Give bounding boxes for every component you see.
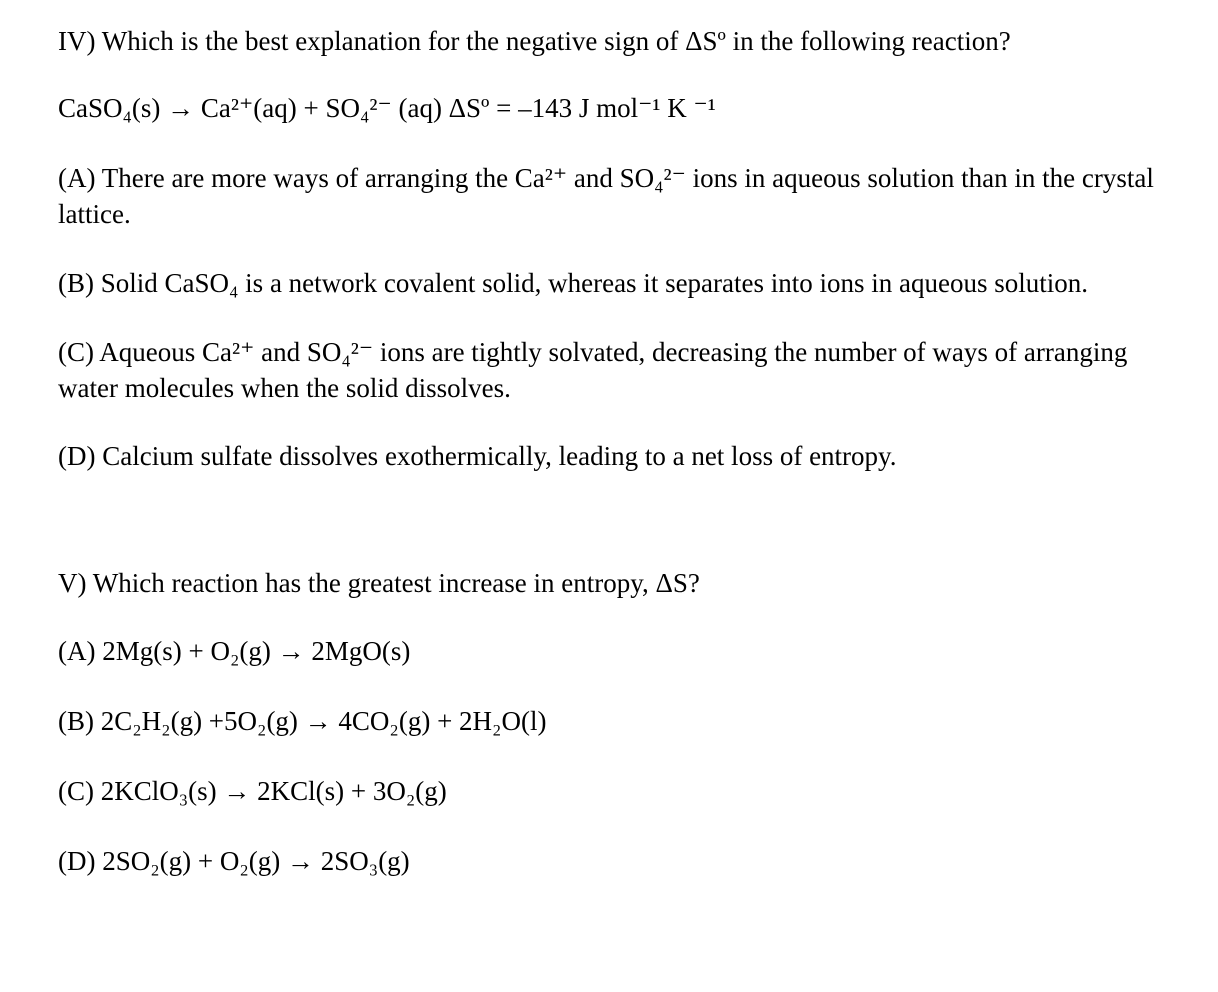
question-5-option-b: (B) 2C₂H₂(g) +5O₂(g) → 4CO₂(g) + 2H₂O(l) xyxy=(58,706,547,736)
question-5-option-c: (C) 2KClO₃(s) → 2KCl(s) + 3O₂(g) xyxy=(58,776,447,806)
question-5-text: V) Which reaction has the greatest increase in entropy, ΔS? xyxy=(58,568,700,598)
question-4-reaction: CaSO₄(s) → Ca²⁺(aq) + SO₄²⁻ (aq) ΔSº = –143 J mol⁻¹ K ⁻¹ xyxy=(58,93,716,123)
question-5-option-a: (A) 2Mg(s) + O₂(g) → 2MgO(s) xyxy=(58,636,411,666)
question-4-option-b: (B) Solid CaSO₄ is a network covalent solid, whereas it separates into ions in aqueous solution. xyxy=(58,268,1089,298)
question-4-option-c: (C) Aqueous Ca²⁺ and SO₄²⁻ ions are tightly solvated, decreasing the number of ways of arranging water molecules when the solid dissolves. xyxy=(58,337,1128,403)
question-4-option-d: (D) Calcium sulfate dissolves exothermically, leading to a net loss of entropy. xyxy=(58,441,897,471)
question-5-option-d: (D) 2SO₂(g) + O₂(g) → 2SO₃(g) xyxy=(58,846,410,876)
question-4-text: IV) Which is the best explanation for the negative sign of ΔSº in the following reaction? xyxy=(58,26,1011,56)
question-4-option-a: (A) There are more ways of arranging the Ca²⁺ and SO₄²⁻ ions in aqueous solution than in the crystal lattice. xyxy=(58,163,1154,229)
